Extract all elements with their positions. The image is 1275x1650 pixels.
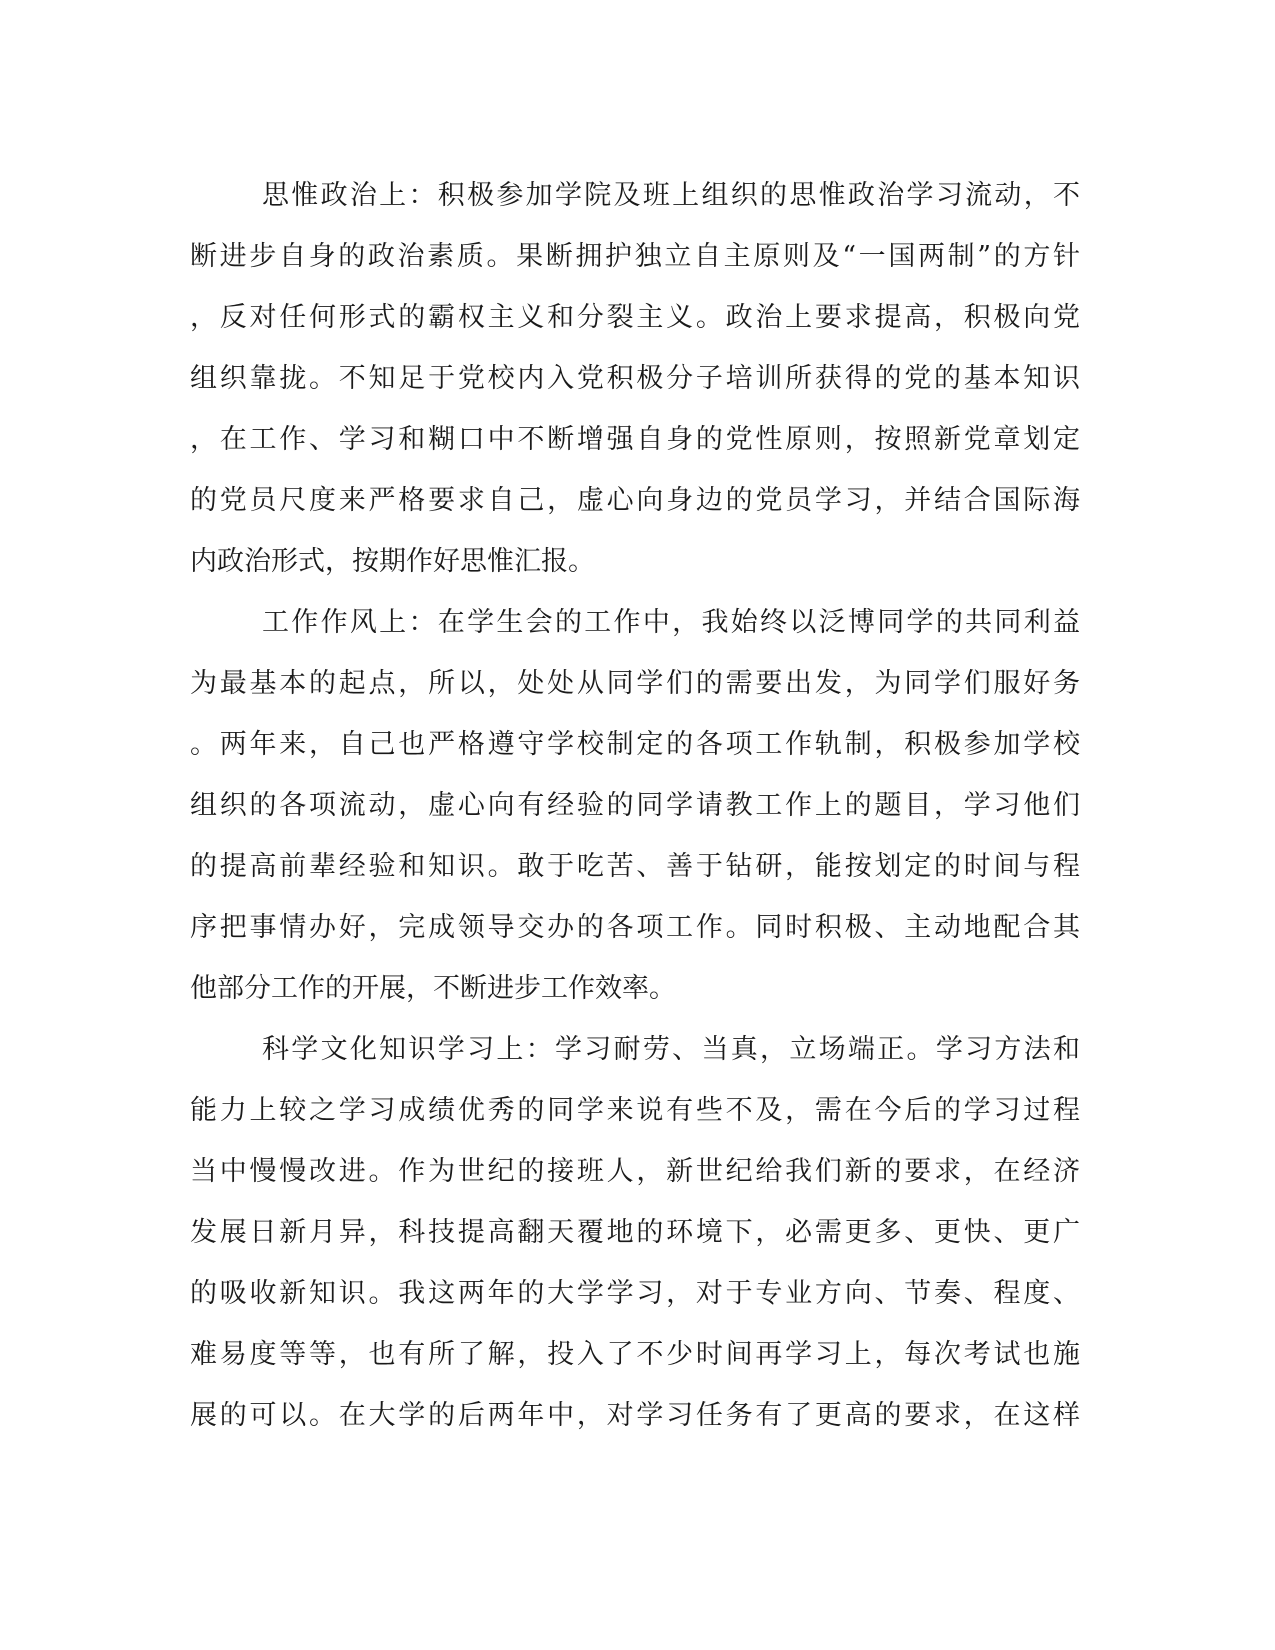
paragraph-study-line-4: 发展日新月异，科技提高翻天覆地的环境下，必需更多、更快、更广 bbox=[190, 1217, 1080, 1248]
paragraph-study-line-6: 难易度等等，也有所了解，投入了不少时间再学习上，每次考试也施 bbox=[190, 1339, 1080, 1370]
paragraph-political-line-2: 断进步自身的政治素质。果断拥护独立自主原则及“一国两制”的方针 bbox=[190, 241, 1080, 272]
paragraph-study-line-1: 科学文化知识学习上：学习耐劳、当真，立场端正。学习方法和 bbox=[262, 1034, 1080, 1065]
paragraph-work-line-3: 。两年来，自己也严格遵守学校制定的各项工作轨制，积极参加学校 bbox=[190, 729, 1080, 760]
paragraph-work-line-5: 的提高前辈经验和知识。敢于吃苦、善于钻研，能按划定的时间与程 bbox=[190, 851, 1080, 882]
paragraph-work-line-7: 他部分工作的开展，不断进步工作效率。 bbox=[190, 973, 676, 1004]
paragraph-work-line-6: 序把事情办好，完成领导交办的各项工作。同时积极、主动地配合其 bbox=[190, 912, 1080, 943]
paragraph-study-line-5: 的吸收新知识。我这两年的大学学习，对于专业方向、节奏、程度、 bbox=[190, 1278, 1080, 1309]
paragraph-study-line-2: 能力上较之学习成绩优秀的同学来说有些不及，需在今后的学习过程 bbox=[190, 1095, 1080, 1126]
paragraph-work-line-1: 工作作风上：在学生会的工作中，我始终以泛博同学的共同利益 bbox=[262, 607, 1080, 638]
paragraph-study-line-3: 当中慢慢改进。作为世纪的接班人，新世纪给我们新的要求，在经济 bbox=[190, 1156, 1080, 1187]
paragraph-political-line-7: 内政治形式，按期作好思惟汇报。 bbox=[190, 546, 595, 577]
paragraph-work-line-2: 为最基本的起点，所以，处处从同学们的需要出发，为同学们服好务 bbox=[190, 668, 1080, 699]
paragraph-work-line-4: 组织的各项流动，虚心向有经验的同学请教工作上的题目，学习他们 bbox=[190, 790, 1080, 821]
paragraph-political-line-6: 的党员尺度来严格要求自己，虚心向身边的党员学习，并结合国际海 bbox=[190, 485, 1080, 516]
paragraph-political-line-3: ，反对任何形式的霸权主义和分裂主义。政治上要求提高，积极向党 bbox=[190, 302, 1080, 333]
paragraph-political-line-1: 思惟政治上：积极参加学院及班上组织的思惟政治学习流动，不 bbox=[262, 180, 1080, 211]
paragraph-political-line-5: ，在工作、学习和糊口中不断增强自身的党性原则，按照新党章划定 bbox=[190, 424, 1080, 455]
paragraph-study-line-7: 展的可以。在大学的后两年中，对学习任务有了更高的要求，在这样 bbox=[190, 1400, 1080, 1431]
document-body bbox=[190, 165, 1080, 1446]
paragraph-political-line-4: 组织靠拢。不知足于党校内入党积极分子培训所获得的党的基本知识 bbox=[190, 363, 1080, 394]
